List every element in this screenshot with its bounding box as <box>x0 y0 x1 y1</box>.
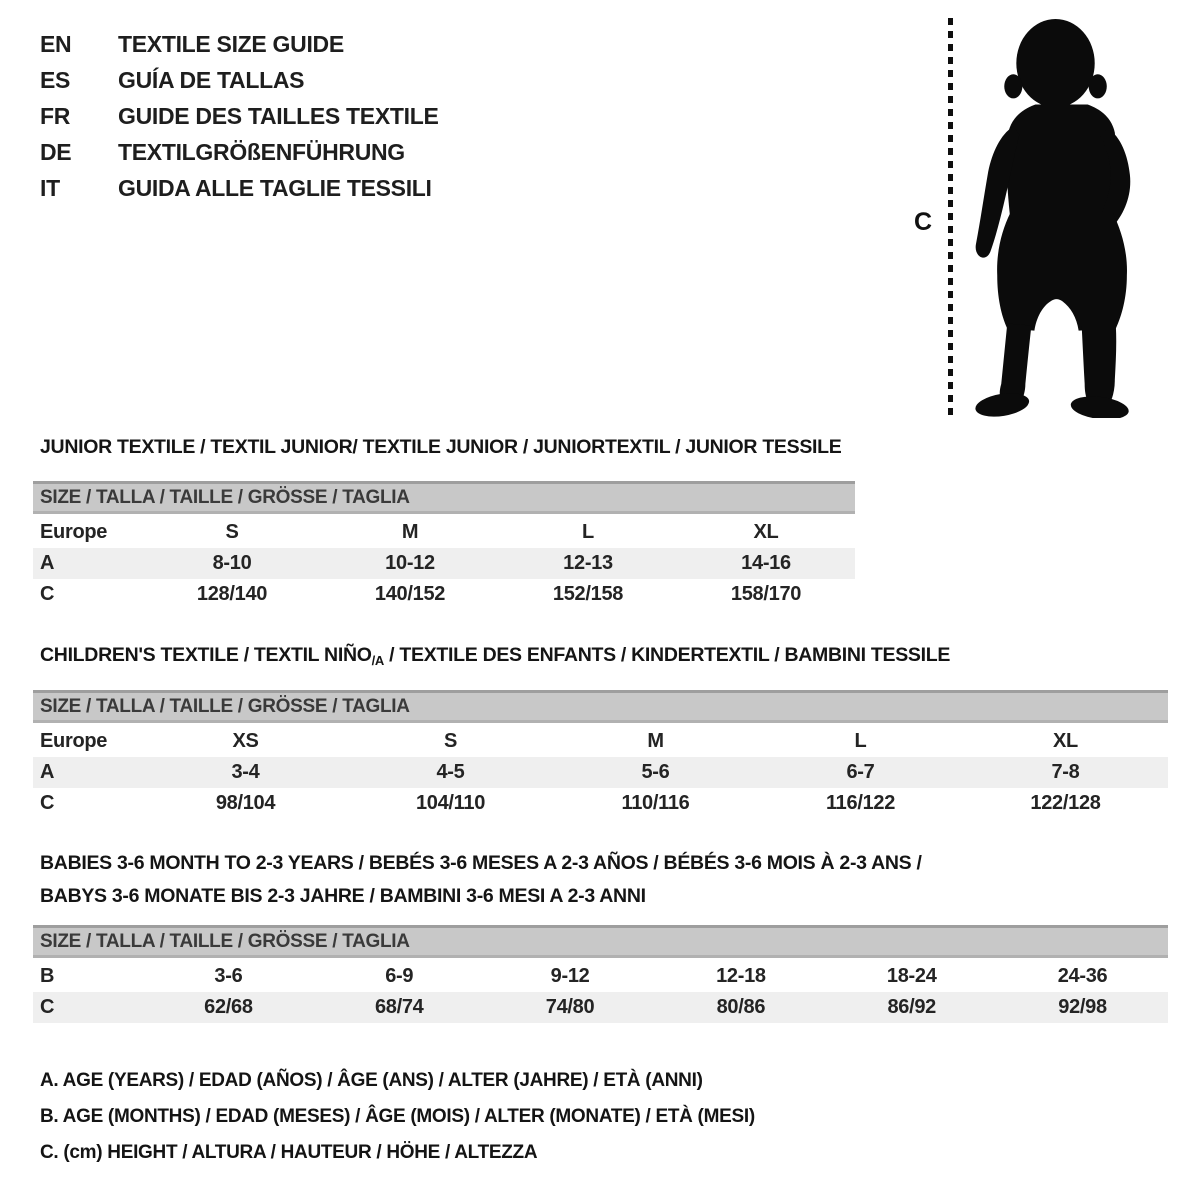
language-title: TEXTILE SIZE GUIDE <box>118 31 344 57</box>
table-cell: 9-12 <box>550 965 590 987</box>
table-cell: 92/98 <box>1058 996 1107 1018</box>
table-cell: 12-18 <box>716 965 766 987</box>
language-title: TEXTILGRÖßENFÜHRUNG <box>118 139 405 165</box>
language-title: GUÍA DE TALLAS <box>118 67 305 93</box>
title-text: BABIES 3-6 MONTH TO 2-3 YEARS / BEBÉS 3-6 MESES A 2-3 AÑOS / BÉBÉS 3-6 MOIS À 2-3 ANS / <box>40 852 922 874</box>
language-code: IT <box>40 175 60 201</box>
size-header-bar: SIZE / TALLA / TAILLE / GRÖSSE / TAGLIA <box>33 481 855 514</box>
table-cell: 116/122 <box>825 792 896 814</box>
table-cell: 98/104 <box>215 792 276 814</box>
table-cell: S <box>443 730 458 752</box>
table-row <box>33 726 1168 757</box>
table-row <box>33 961 1168 992</box>
table-cell: 86/92 <box>887 996 936 1018</box>
footnote-height-cm: C. (cm) HEIGHT / ALTURA / HAUTEUR / HÖHE / ALTEZZA <box>40 1142 538 1163</box>
language-title: GUIDE DES TAILLES TEXTILE <box>118 103 439 129</box>
title-text: BABYS 3-6 MONATE BIS 2-3 JAHRE / BAMBINI 3-6 MESI A 2-3 ANNI <box>40 885 646 907</box>
language-row <box>40 98 439 134</box>
title-text: CHILDREN'S TEXTILE / TEXTIL NIÑO <box>40 644 372 666</box>
table-row <box>33 992 1168 1023</box>
babies-size-table <box>33 925 1168 1023</box>
row-label: C <box>40 583 55 605</box>
height-marker-dashed-line <box>948 18 953 416</box>
table-cell: 3-6 <box>214 965 243 987</box>
table-cell: XL <box>1053 730 1078 752</box>
table-cell: S <box>225 521 239 543</box>
table-cell: 3-4 <box>231 761 260 783</box>
table-cell: M <box>647 730 664 752</box>
table-body <box>33 723 1168 819</box>
table-cell: 24-36 <box>1057 965 1108 987</box>
row-label: A <box>40 552 55 574</box>
table-cell: XL <box>753 521 779 543</box>
table-row <box>33 517 855 548</box>
table-cell: L <box>854 730 867 752</box>
babies-section-title-line2 <box>40 883 646 909</box>
table-cell: 122/128 <box>1030 792 1101 814</box>
children-size-table <box>33 690 1168 819</box>
table-cell: 68/74 <box>374 996 424 1018</box>
row-label: A <box>40 761 55 783</box>
language-code: FR <box>40 103 71 129</box>
language-list <box>40 26 439 206</box>
language-row <box>40 134 439 170</box>
table-body <box>33 958 1168 1023</box>
table-cell: 62/68 <box>204 996 253 1018</box>
table-cell: 12-13 <box>563 552 613 574</box>
table-row <box>33 757 1168 788</box>
table-cell: 140/152 <box>374 583 446 605</box>
table-cell: 5-6 <box>641 761 670 783</box>
language-code: EN <box>40 31 72 57</box>
table-cell: 158/170 <box>730 583 802 605</box>
height-marker-label: C <box>914 208 932 236</box>
junior-section-title <box>40 434 842 466</box>
language-code: DE <box>40 139 72 165</box>
children-section-title <box>40 642 950 674</box>
language-row <box>40 170 439 206</box>
footnote-age-years: A. AGE (YEARS) / EDAD (AÑOS) / ÂGE (ANS) / ALTER (JAHRE) / ETÀ (ANNI) <box>40 1070 703 1091</box>
table-cell: L <box>582 521 594 543</box>
title-subscript: /A <box>371 653 385 668</box>
title-text: / TEXTILE DES ENFANTS / KINDERTEXTIL / BAMBINI TESSILE <box>384 644 951 666</box>
size-header-bar: SIZE / TALLA / TAILLE / GRÖSSE / TAGLIA <box>33 690 1168 723</box>
table-cell: M <box>401 521 419 543</box>
row-label: C <box>40 996 55 1018</box>
table-cell: 18-24 <box>886 965 937 987</box>
table-cell: 104/110 <box>415 792 486 814</box>
table-cell: 74/80 <box>545 996 595 1018</box>
footnote-age-months: B. AGE (MONTHS) / EDAD (MESES) / ÂGE (MOIS) / ALTER (MONATE) / ETÀ (MESI) <box>40 1106 755 1127</box>
table-cell: 80/86 <box>716 996 766 1018</box>
table-cell: 110/116 <box>621 792 690 814</box>
row-label: Europe <box>40 521 108 543</box>
table-cell: 7-8 <box>1051 761 1080 783</box>
table-cell: 14-16 <box>741 552 791 574</box>
table-cell: XS <box>232 730 259 752</box>
table-cell: 128/140 <box>196 583 268 605</box>
table-cell: 4-5 <box>436 761 465 783</box>
table-cell: 152/158 <box>552 583 624 605</box>
language-row <box>40 26 439 62</box>
table-cell: 6-7 <box>846 761 875 783</box>
size-header-bar: SIZE / TALLA / TAILLE / GRÖSSE / TAGLIA <box>33 925 1168 958</box>
table-cell: 6-9 <box>385 965 414 987</box>
table-row <box>33 788 1168 819</box>
table-row <box>33 548 855 579</box>
row-label: C <box>40 792 55 814</box>
language-title: GUIDA ALLE TAGLIE TESSILI <box>118 175 432 201</box>
table-cell: 10-12 <box>385 552 435 574</box>
babies-section-title-line1 <box>40 850 922 876</box>
table-row <box>33 579 855 610</box>
row-label: B <box>40 965 55 987</box>
title-text: JUNIOR TEXTILE / TEXTIL JUNIOR/ TEXTILE JUNIOR / JUNIORTEXTIL / JUNIOR TESSILE <box>40 436 842 458</box>
table-cell: 8-10 <box>212 552 252 574</box>
junior-size-table <box>33 481 855 610</box>
row-label: Europe <box>40 730 108 752</box>
table-body <box>33 514 855 610</box>
language-row <box>40 62 439 98</box>
language-code: ES <box>40 67 71 93</box>
toddler-silhouette-icon <box>962 16 1140 418</box>
